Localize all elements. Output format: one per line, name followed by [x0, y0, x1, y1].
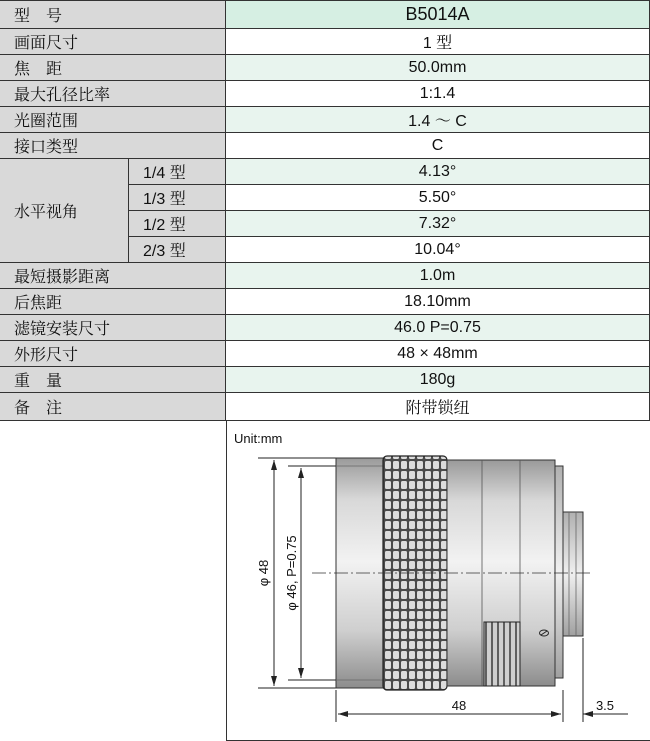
dim-filter-diameter: φ 46, P=0.75 [284, 535, 299, 611]
angle-sub-1-3: 1/3 型 [129, 185, 226, 211]
spec-value-mount: C [226, 133, 650, 159]
angle-sub-2-3: 2/3 型 [129, 237, 226, 263]
spec-value-iris-range: 1.4 ～ C [226, 107, 650, 133]
angle-value-1-3: 5.50° [226, 185, 650, 211]
spec-label-remarks: 备 注 [0, 393, 226, 421]
spec-value-dimensions: 48 × 48mm [226, 341, 650, 367]
model-value: B5014A [226, 0, 650, 29]
angle-sub-1-4: 1/4 型 [129, 159, 226, 185]
angle-value-1-4: 4.13° [226, 159, 650, 185]
spec-value-remarks: 附带锁纽 [226, 393, 650, 421]
spec-label-aperture-ratio: 最大孔径比率 [0, 81, 226, 107]
dim-length: 48 [451, 698, 467, 713]
spec-label-filter-size: 滤镜安装尺寸 [0, 315, 226, 341]
spec-value-back-focus: 18.10mm [226, 289, 650, 315]
spec-value-min-distance: 1.0m [226, 263, 650, 289]
spec-label-weight: 重 量 [0, 367, 226, 393]
angle-value-1-2: 7.32° [226, 211, 650, 237]
angle-value-2-3: 10.04° [226, 237, 650, 263]
spec-label-iris-range: 光圈范围 [0, 107, 226, 133]
angle-sub-1-2: 1/2 型 [129, 211, 226, 237]
spec-value-focal-length: 50.0mm [226, 55, 650, 81]
dim-mount-depth: 3.5 [595, 698, 615, 713]
spec-value-filter-size: 46.0 P=0.75 [226, 315, 650, 341]
spec-label-mount: 接口类型 [0, 133, 226, 159]
spec-label-back-focus: 后焦距 [0, 289, 226, 315]
spec-value-aperture-ratio: 1:1.4 [226, 81, 650, 107]
dim-outer-diameter: φ 48 [256, 559, 271, 587]
spec-label-dimensions: 外形尺寸 [0, 341, 226, 367]
spec-value-weight: 180g [226, 367, 650, 393]
spec-value-image-size: 1 型 [226, 29, 650, 55]
spec-label-image-size: 画面尺寸 [0, 29, 226, 55]
spec-label-min-distance: 最短摄影距离 [0, 263, 226, 289]
unit-label: Unit:mm [234, 431, 283, 446]
model-label: 型 号 [0, 0, 226, 29]
spec-label-focal-length: 焦 距 [0, 55, 226, 81]
spec-label-angle-of-view: 水平视角 [0, 159, 129, 263]
